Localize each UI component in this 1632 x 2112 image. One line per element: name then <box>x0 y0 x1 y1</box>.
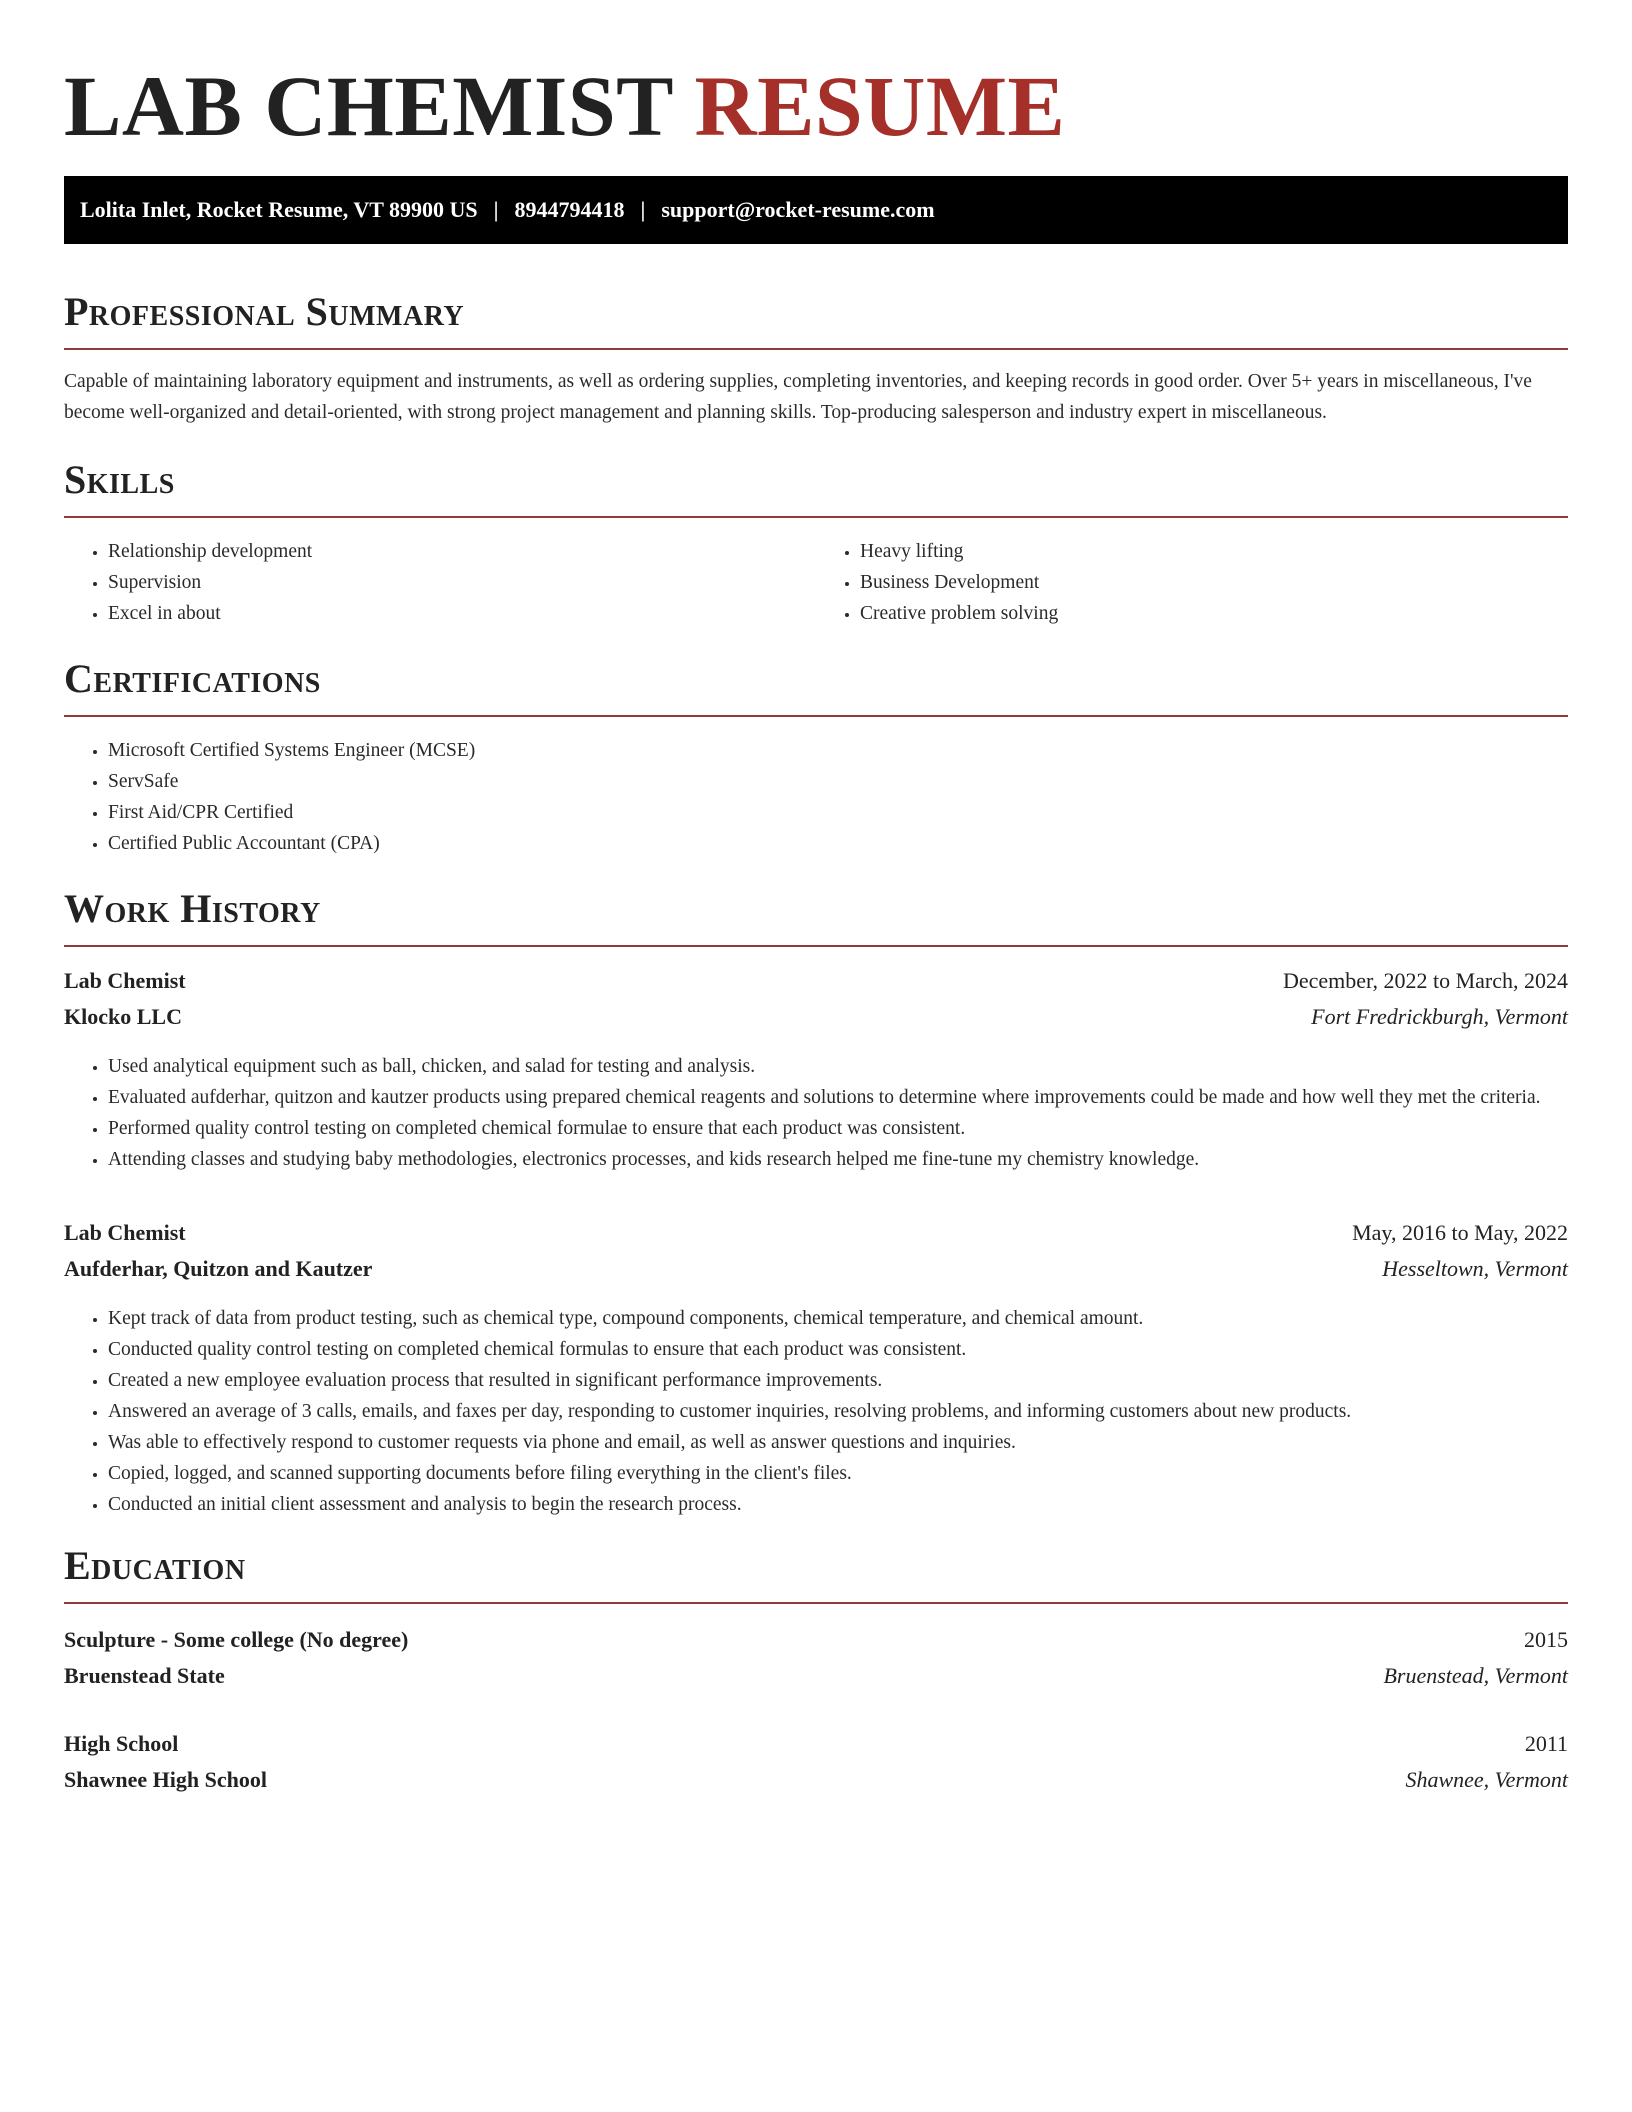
skills-grid <box>64 536 1568 629</box>
skill-item: • Relationship development <box>108 536 816 567</box>
skill-item: • Heavy lifting <box>860 536 1568 567</box>
skills-list-right <box>816 536 1568 629</box>
job-dates: December, 2022 to March, 2024 <box>1282 968 1568 993</box>
certifications-list <box>64 735 1568 859</box>
job-bullet: • Conducted quality control testing on completed chemical formulas to ensure that each product was consistent. <box>108 1334 1568 1365</box>
contact-phone: 8944794418 <box>514 197 625 222</box>
job-location: Fort Fredrickburgh, Vermont <box>1311 1004 1568 1029</box>
education-entry <box>64 1726 1568 1798</box>
skills-section <box>64 456 1568 629</box>
skill-item: • Supervision <box>108 567 816 598</box>
education-degree-row <box>64 1726 1568 1762</box>
job-bullet: • Answered an average of 3 calls, emails, and faxes per day, responding to customer inquiries, resolving problems, and informing customers about new products. <box>108 1396 1568 1427</box>
resume-title <box>64 56 1568 156</box>
job-company: Klocko LLC <box>64 1004 182 1029</box>
job-header-row <box>64 1215 1568 1251</box>
education-school-row <box>64 1658 1568 1694</box>
job-bullet: • Attending classes and studying baby methodologies, electronics processes, and kids research helped me fine-tune my chemistry knowledge. <box>108 1144 1568 1175</box>
job-bullet: • Kept track of data from product testing, such as chemical type, compound components, chemical temperature, and chemical amount. <box>108 1303 1568 1334</box>
education-year: 2011 <box>1524 1731 1568 1756</box>
job-title: Lab Chemist <box>64 968 186 993</box>
skills-list-left <box>64 536 816 629</box>
job-bullet: • Performed quality control testing on completed chemical formulae to ensure that each product was consistent. <box>108 1113 1568 1144</box>
job-bullets <box>64 1303 1568 1520</box>
skill-item: • Creative problem solving <box>860 598 1568 629</box>
education-section <box>64 1542 1568 1798</box>
certifications-section <box>64 655 1568 859</box>
contact-address: Lolita Inlet, Rocket Resume, VT 89900 US <box>80 197 478 222</box>
title-main: LAB CHEMIST <box>64 58 673 154</box>
skill-item: • Excel in about <box>108 598 816 629</box>
job-bullet: • Conducted an initial client assessment and analysis to begin the research process. <box>108 1489 1568 1520</box>
job-entry <box>64 963 1568 1175</box>
job-title: Lab Chemist <box>64 1220 186 1245</box>
job-bullet: • Used analytical equipment such as ball, chicken, and salad for testing and analysis. <box>108 1051 1568 1082</box>
certifications-heading: Certifications <box>64 655 1568 717</box>
summary-text: Capable of maintaining laboratory equipment and instruments, as well as ordering supplies, completing inventories, and keeping records in good order. Over 5+ years in miscellaneous, I've become well-organized and detail-oriented, with strong project management and planning skills. Top-producing salesperson and industry expert in miscellaneous. <box>64 371 1532 423</box>
contact-separator: | <box>640 197 646 222</box>
job-header-row <box>64 963 1568 999</box>
job-bullet: • Was able to effectively respond to customer requests via phone and email, as well as answer questions and inquiries. <box>108 1427 1568 1458</box>
education-location: Bruenstead, Vermont <box>1383 1663 1568 1688</box>
certification-item: • Certified Public Accountant (CPA) <box>108 828 1568 859</box>
education-school-row <box>64 1762 1568 1798</box>
work-history-section <box>64 885 1568 1520</box>
job-company-row <box>64 1251 1568 1287</box>
contact-bar <box>64 176 1568 244</box>
contact-email: support@rocket-resume.com <box>661 197 935 222</box>
education-degree: High School <box>64 1731 179 1756</box>
certification-item: • ServSafe <box>108 766 1568 797</box>
job-bullet: • Evaluated aufderhar, quitzon and kautzer products using prepared chemical reagents and solutions to determine where improvements could be made and how well they met the criteria. <box>108 1082 1568 1113</box>
education-entry <box>64 1622 1568 1694</box>
education-degree: Sculpture - Some college (No degree) <box>64 1627 409 1652</box>
job-bullets <box>64 1051 1568 1175</box>
summary-section <box>64 288 1568 428</box>
certification-item: • First Aid/CPR Certified <box>108 797 1568 828</box>
summary-heading: Professional Summary <box>64 288 1568 350</box>
job-company: Aufderhar, Quitzon and Kautzer <box>64 1256 373 1281</box>
education-school: Bruenstead State <box>64 1663 225 1688</box>
skill-item: • Business Development <box>860 567 1568 598</box>
job-bullet: • Copied, logged, and scanned supporting documents before filing everything in the client's files. <box>108 1458 1568 1489</box>
job-dates: May, 2016 to May, 2022 <box>1352 1220 1568 1245</box>
contact-separator: | <box>493 197 499 222</box>
education-year: 2015 <box>1524 1627 1568 1652</box>
job-location: Hesseltown, Vermont <box>1382 1256 1568 1281</box>
education-heading: Education <box>64 1542 1568 1604</box>
work-history-heading: Work History <box>64 885 1568 947</box>
certification-item: • Microsoft Certified Systems Engineer (MCSE) <box>108 735 1568 766</box>
job-company-row <box>64 999 1568 1035</box>
education-degree-row <box>64 1622 1568 1658</box>
education-school: Shawnee High School <box>64 1767 267 1792</box>
title-accent: RESUME <box>694 58 1066 154</box>
job-bullet: • Created a new employee evaluation process that resulted in significant performance improvements. <box>108 1365 1568 1396</box>
job-entry <box>64 1215 1568 1520</box>
education-location: Shawnee, Vermont <box>1405 1767 1568 1792</box>
skills-heading: Skills <box>64 456 1568 518</box>
